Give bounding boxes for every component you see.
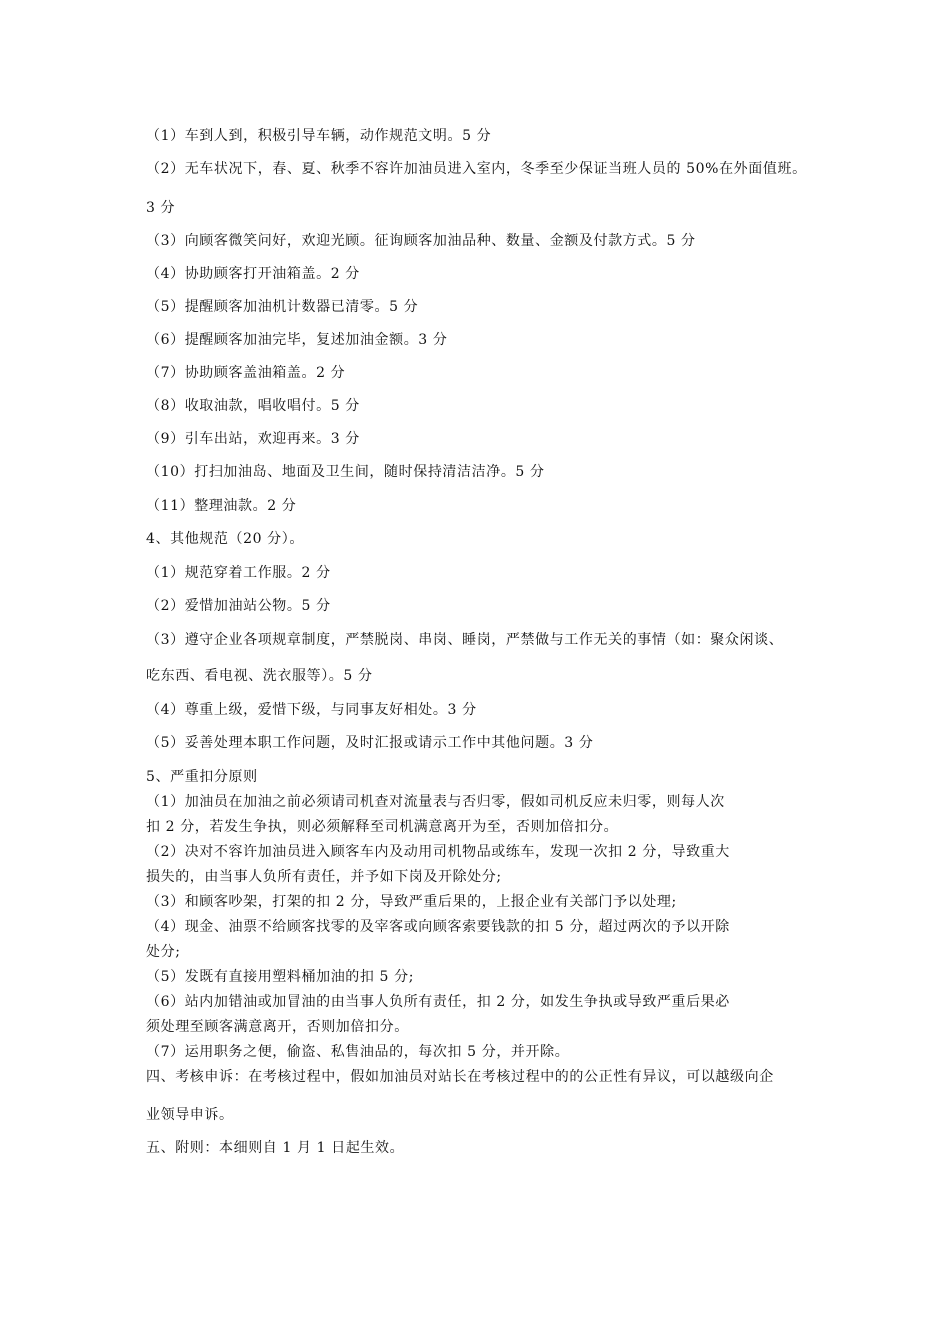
text-line: （1）规范穿着工作服。2 分 [146, 565, 331, 581]
text-line: （2）决对不容许加油员进入顾客车内及动用司机物品或练车，发现一次扣 2 分，导致重大 [146, 844, 730, 860]
text-line: 3 分 [146, 200, 176, 216]
text-line: （5）发既有直接用塑料桶加油的扣 5 分; [146, 969, 415, 985]
text-line: （9）引车出站，欢迎再来。3 分 [146, 431, 360, 447]
text-line: （6）站内加错油或加冒油的由当事人负所有责任，扣 2 分，如发生争执或导致严重后果必 [146, 994, 730, 1010]
text-line: （11）整理油款。2 分 [146, 498, 297, 514]
text-line: （1）车到人到，积极引导车辆，动作规范文明。5 分 [146, 128, 492, 144]
text-line: 业领导申诉。 [146, 1107, 234, 1123]
text-line: （7）运用职务之便，偷盗、私售油品的，每次扣 5 分，并开除。 [146, 1044, 570, 1060]
text-line: （4）尊重上级，爱惜下级，与同事友好相处。3 分 [146, 702, 477, 718]
text-line: （10）打扫加油岛、地面及卫生间，随时保持清洁洁净。5 分 [146, 464, 545, 480]
text-line: （1）加油员在加油之前必须请司机查对流量表与否归零，假如司机反应未归零，则每人次 [146, 794, 725, 810]
text-line: 扣 2 分，若发生争执，则必须解释至司机满意离开为至，否则加倍扣分。 [146, 819, 619, 835]
text-line: （2）无车状况下，春、夏、秋季不容许加油员进入室内，冬季至少保证当班人员的 50%在外面值班。 [146, 161, 807, 177]
text-line: （2）爱惜加油站公物。5 分 [146, 598, 331, 614]
text-line: （3）遵守企业各项规章制度，严禁脱岗、串岗、睡岗，严禁做与工作无关的事情（如：聚众闲谈、 [146, 632, 784, 648]
text-line: （5）提醒顾客加油机计数器已清零。5 分 [146, 299, 419, 315]
text-line: （8）收取油款，唱收唱付。5 分 [146, 398, 360, 414]
section-heading: 四、考核申诉：在考核过程中，假如加油员对站长在考核过程中的的公正性有异议，可以越级向企 [146, 1069, 774, 1085]
section-heading: 5、严重扣分原则 [146, 769, 258, 785]
text-line: （3）和顾客吵架，打架的扣 2 分，导致严重后果的，上报企业有关部门予以处理; [146, 894, 677, 910]
text-line: （5）妥善处理本职工作问题，及时汇报或请示工作中其他问题。3 分 [146, 735, 594, 751]
text-line: （4）现金、油票不给顾客找零的及宰客或向顾客索要钱款的扣 5 分，超过两次的予以开除 [146, 919, 730, 935]
text-line: （7）协助顾客盖油箱盖。2 分 [146, 365, 346, 381]
text-line: （3）向顾客微笑问好，欢迎光顾。征询顾客加油品种、数量、金额及付款方式。5 分 [146, 233, 696, 249]
section-heading: 4、其他规范（20 分）。 [146, 531, 304, 547]
text-line: 处分; [146, 944, 181, 960]
text-line: （6）提醒顾客加油完毕，复述加油金额。3 分 [146, 332, 448, 348]
text-line: 损失的，由当事人负所有责任，并予如下岗及开除处分; [146, 869, 502, 885]
text-line: （4）协助顾客打开油箱盖。2 分 [146, 266, 360, 282]
text-line: 吃东西、看电视、洗衣服等）。5 分 [146, 668, 373, 684]
text-line: 须处理至顾客满意离开，否则加倍扣分。 [146, 1019, 409, 1035]
section-heading: 五、附则：本细则自 1 月 1 日起生效。 [146, 1140, 405, 1156]
